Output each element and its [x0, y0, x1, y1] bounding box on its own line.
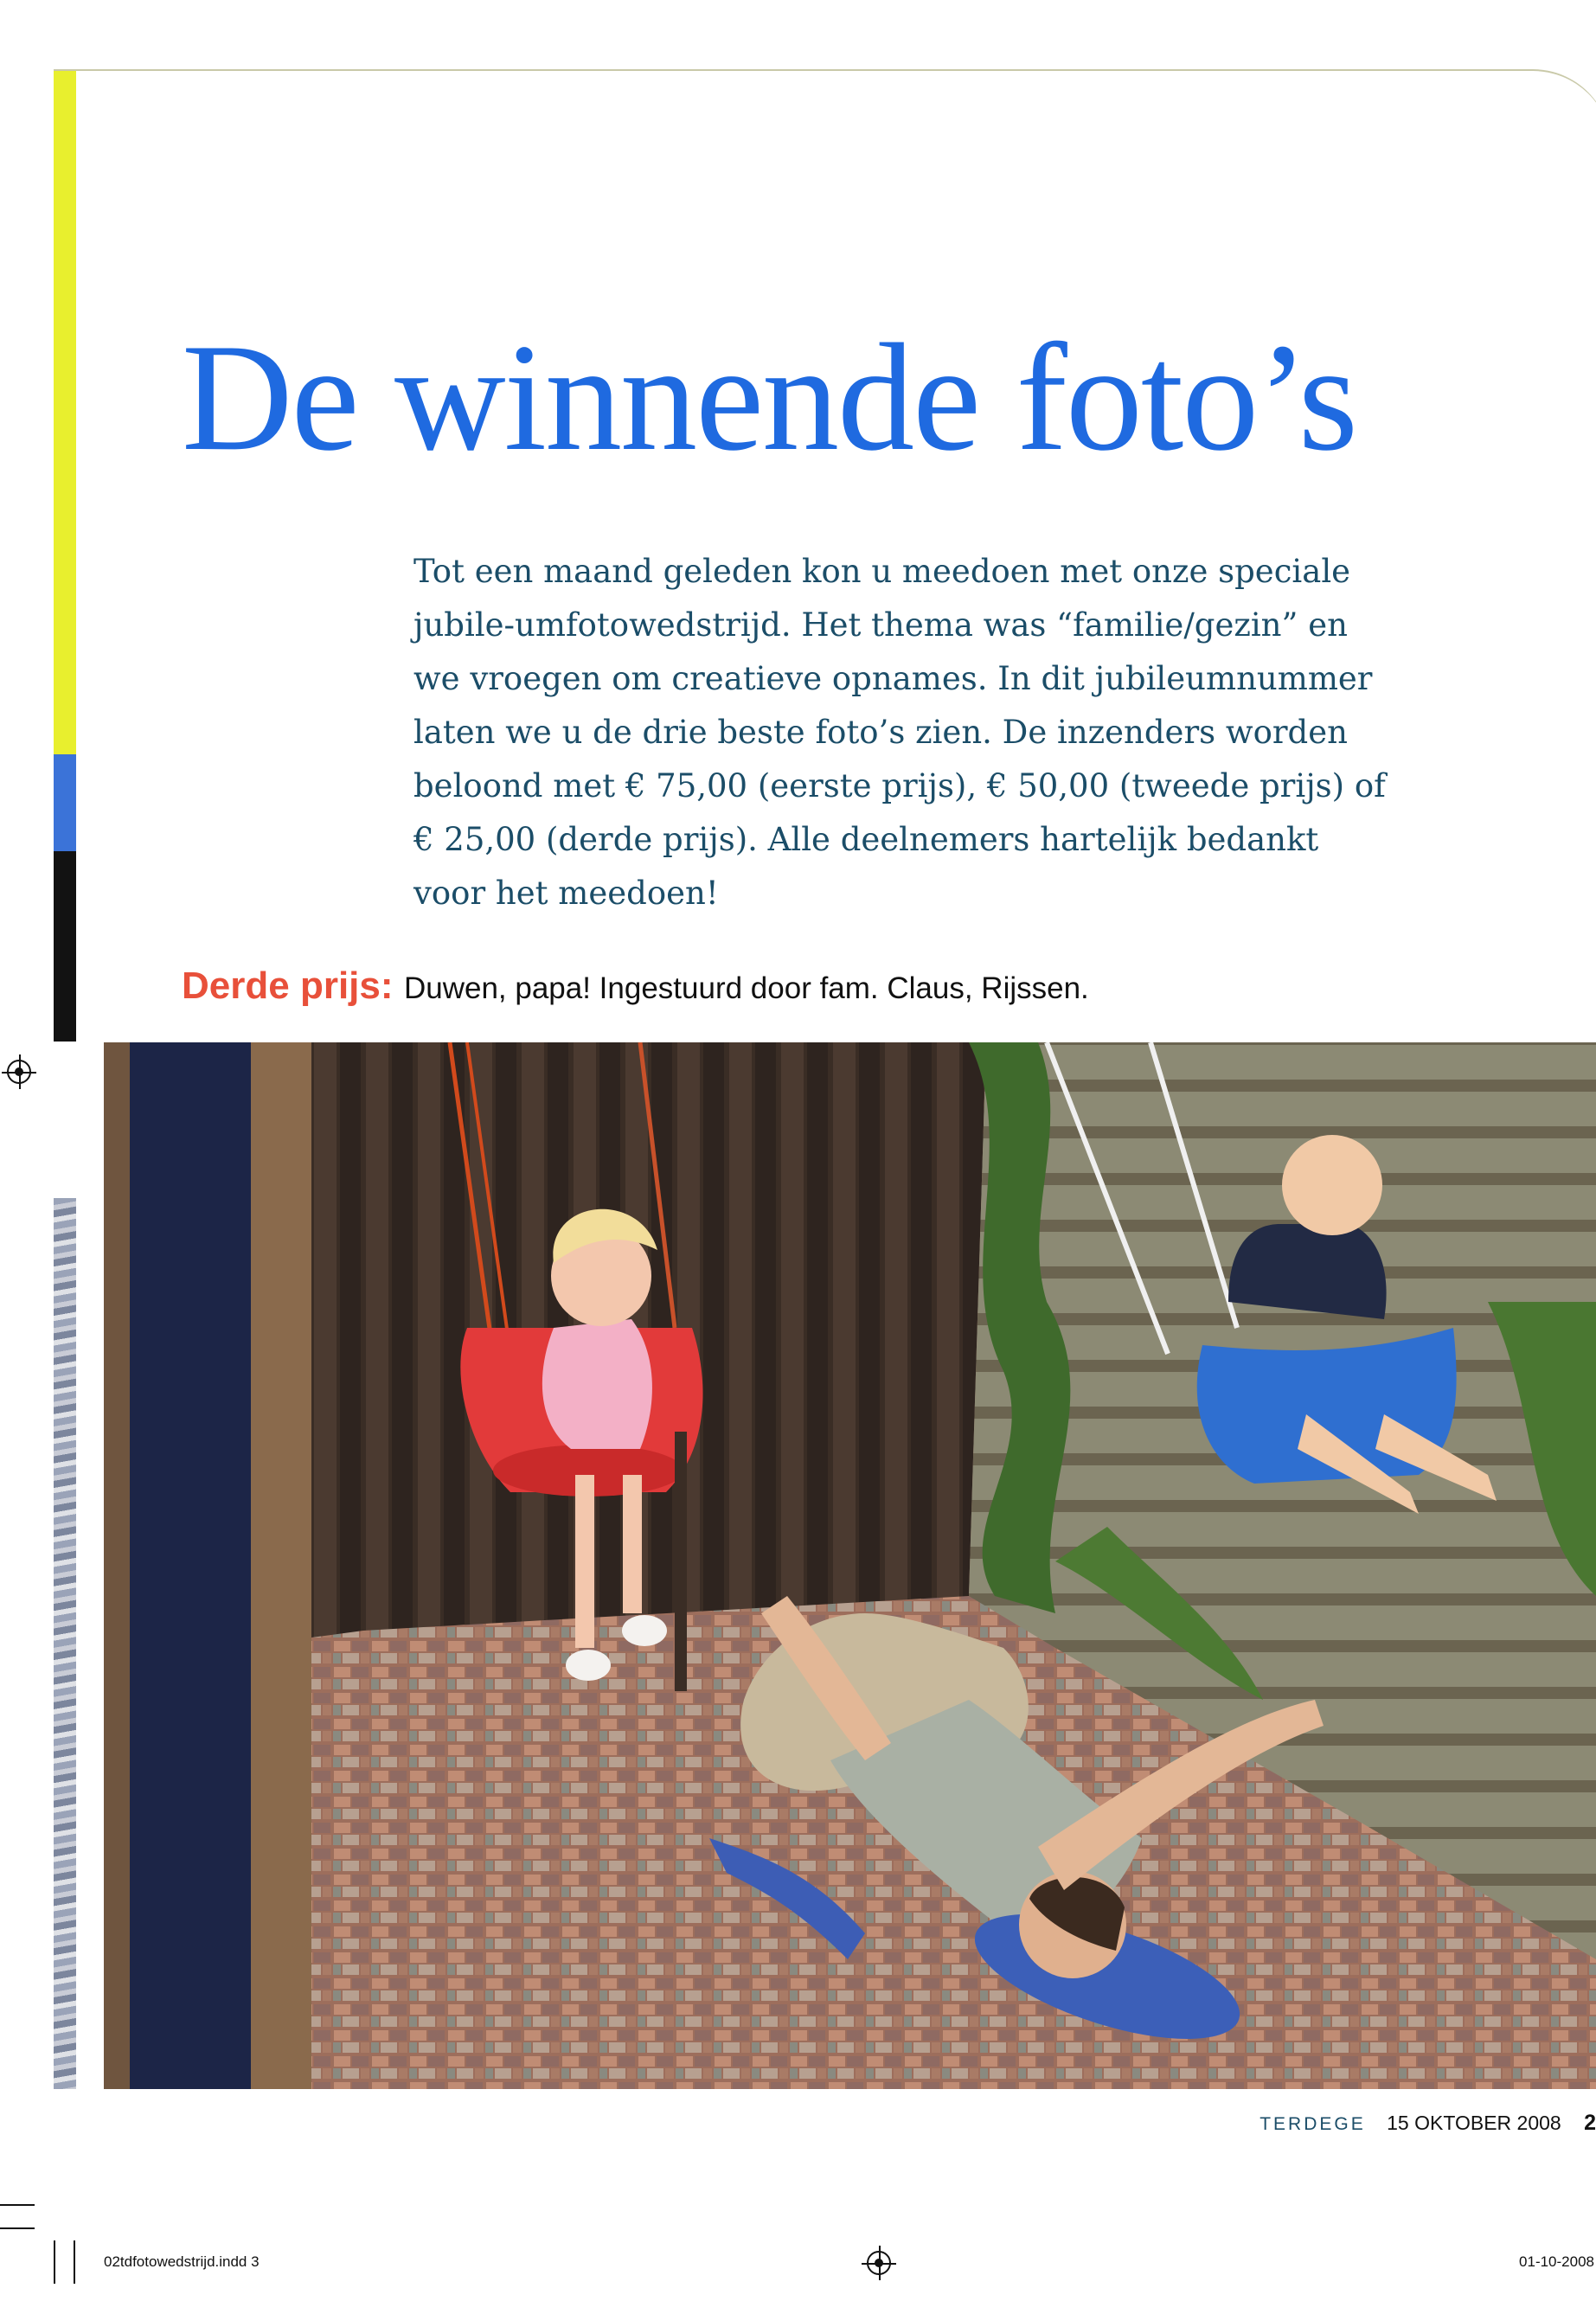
photo-caption [182, 965, 1089, 1008]
facing-page-strip [54, 1198, 76, 2089]
registration-mark-left-icon [7, 1060, 31, 1084]
crop-mark [54, 2240, 55, 2284]
slug-filename: 02tdfotowedstrijd.indd 3 [104, 2253, 260, 2270]
issue-date: 15 OKTOBER 2008 [1387, 2112, 1561, 2134]
crop-mark [0, 2204, 35, 2206]
intro-paragraph: Tot een maand geleden kon u meedoen met onze speciale jubile-umfotowedstrijd. Het thema was “familie/gezin” en we vroegen om creatieve opnames. In dit jubileumnummer laten we u de drie beste foto’s zien. De inzenders worden beloond met € 75,00 (eerste prijs), € 50,00 (tweede prijs) of € 25,00 (derde prijs). Alle deelnemers hartelijk bedankt voor het meedoen! [413, 553, 1386, 912]
slug-date: 01-10-2008 [1519, 2253, 1594, 2270]
caption-text: Duwen, papa! Ingestuurd door fam. Claus, Rijssen. [403, 971, 1089, 1005]
page-title: De winnende foto’s [182, 311, 1357, 483]
crop-mark [0, 2227, 35, 2229]
color-bar-yellow [54, 71, 76, 754]
family-swing-photo [104, 1042, 1596, 2089]
prize-label: Derde prijs: [182, 965, 394, 1007]
third-prize-photo [104, 1042, 1596, 2089]
page-footer [1259, 2111, 1596, 2136]
crop-mark [74, 2240, 75, 2284]
magazine-name: TERDEGE [1259, 2114, 1366, 2134]
registration-mark-bottom-icon [867, 2251, 891, 2275]
color-bar-black [54, 851, 76, 1042]
page-number: 2 [1584, 2111, 1596, 2135]
color-bar-blue [54, 754, 76, 851]
